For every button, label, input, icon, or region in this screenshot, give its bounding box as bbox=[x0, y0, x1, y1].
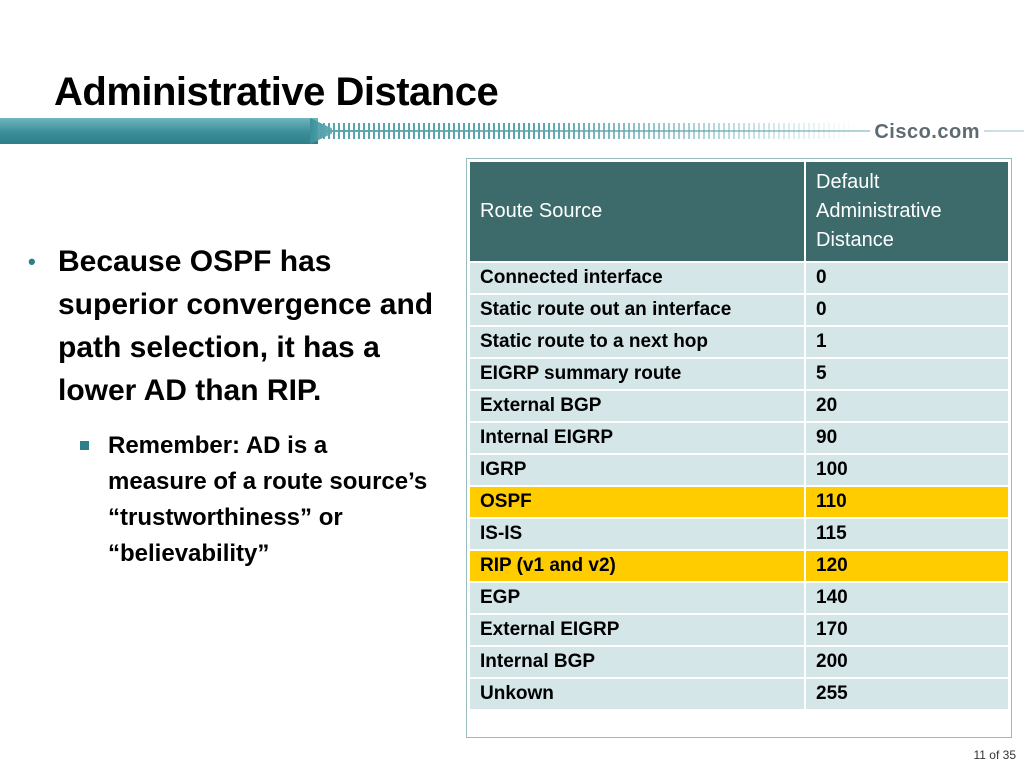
cell-route-source: IS-IS bbox=[469, 518, 805, 550]
table-row bbox=[469, 454, 1009, 486]
cell-admin-distance: 120 bbox=[805, 550, 1009, 582]
header-band-solid bbox=[0, 118, 318, 144]
table-row bbox=[469, 326, 1009, 358]
page-number: 11 of 35 bbox=[973, 748, 1016, 762]
cell-route-source: OSPF bbox=[469, 486, 805, 518]
cell-admin-distance: 5 bbox=[805, 358, 1009, 390]
bullet-list bbox=[28, 240, 448, 572]
table-row bbox=[469, 358, 1009, 390]
bullet-sub bbox=[80, 428, 428, 572]
cell-admin-distance: 20 bbox=[805, 390, 1009, 422]
cell-admin-distance: 140 bbox=[805, 582, 1009, 614]
cell-admin-distance: 0 bbox=[805, 262, 1009, 294]
cell-admin-distance: 115 bbox=[805, 518, 1009, 550]
table-row bbox=[469, 262, 1009, 294]
ad-table bbox=[468, 160, 1010, 711]
table-row bbox=[469, 550, 1009, 582]
cell-route-source: EGP bbox=[469, 582, 805, 614]
cell-route-source: External EIGRP bbox=[469, 614, 805, 646]
cell-route-source: RIP (v1 and v2) bbox=[469, 550, 805, 582]
cell-admin-distance: 100 bbox=[805, 454, 1009, 486]
table-row bbox=[469, 422, 1009, 454]
cell-route-source: IGRP bbox=[469, 454, 805, 486]
slide-title: Administrative Distance bbox=[54, 70, 499, 114]
cell-route-source: Unkown bbox=[469, 678, 805, 710]
table-row bbox=[469, 518, 1009, 550]
bullet-sub-text: Remember: AD is a measure of a route source’s “trustworthiness” or “believability” bbox=[108, 432, 428, 567]
header-route-source: Route Source bbox=[469, 161, 805, 262]
bullet-dot-icon: • bbox=[28, 249, 36, 274]
cell-route-source: Internal BGP bbox=[469, 646, 805, 678]
cell-admin-distance: 110 bbox=[805, 486, 1009, 518]
cell-admin-distance: 90 bbox=[805, 422, 1009, 454]
table-body bbox=[469, 262, 1009, 710]
cell-route-source: Static route to a next hop bbox=[469, 326, 805, 358]
cell-admin-distance: 170 bbox=[805, 614, 1009, 646]
bullet-main bbox=[28, 240, 448, 412]
cell-route-source: External BGP bbox=[469, 390, 805, 422]
table-row bbox=[469, 678, 1009, 710]
table-row bbox=[469, 294, 1009, 326]
table-row bbox=[469, 486, 1009, 518]
table-header-row bbox=[469, 161, 1009, 262]
bullet-main-text: Because OSPF has superior convergence and path selection, it has a lower AD than RIP. bbox=[58, 245, 434, 407]
table-row bbox=[469, 582, 1009, 614]
cell-route-source: EIGRP summary route bbox=[469, 358, 805, 390]
cell-admin-distance: 200 bbox=[805, 646, 1009, 678]
header-band-stripes bbox=[318, 123, 858, 139]
cell-admin-distance: 0 bbox=[805, 294, 1009, 326]
cell-route-source: Static route out an interface bbox=[469, 294, 805, 326]
header-default-ad: Default Administrative Distance bbox=[805, 161, 1009, 262]
bullet-square-icon bbox=[80, 441, 89, 450]
brand-logo-text: Cisco.com bbox=[870, 121, 984, 144]
table-row bbox=[469, 646, 1009, 678]
cell-route-source: Internal EIGRP bbox=[469, 422, 805, 454]
table-row bbox=[469, 390, 1009, 422]
cell-admin-distance: 255 bbox=[805, 678, 1009, 710]
table-row bbox=[469, 614, 1009, 646]
cell-route-source: Connected interface bbox=[469, 262, 805, 294]
cell-admin-distance: 1 bbox=[805, 326, 1009, 358]
